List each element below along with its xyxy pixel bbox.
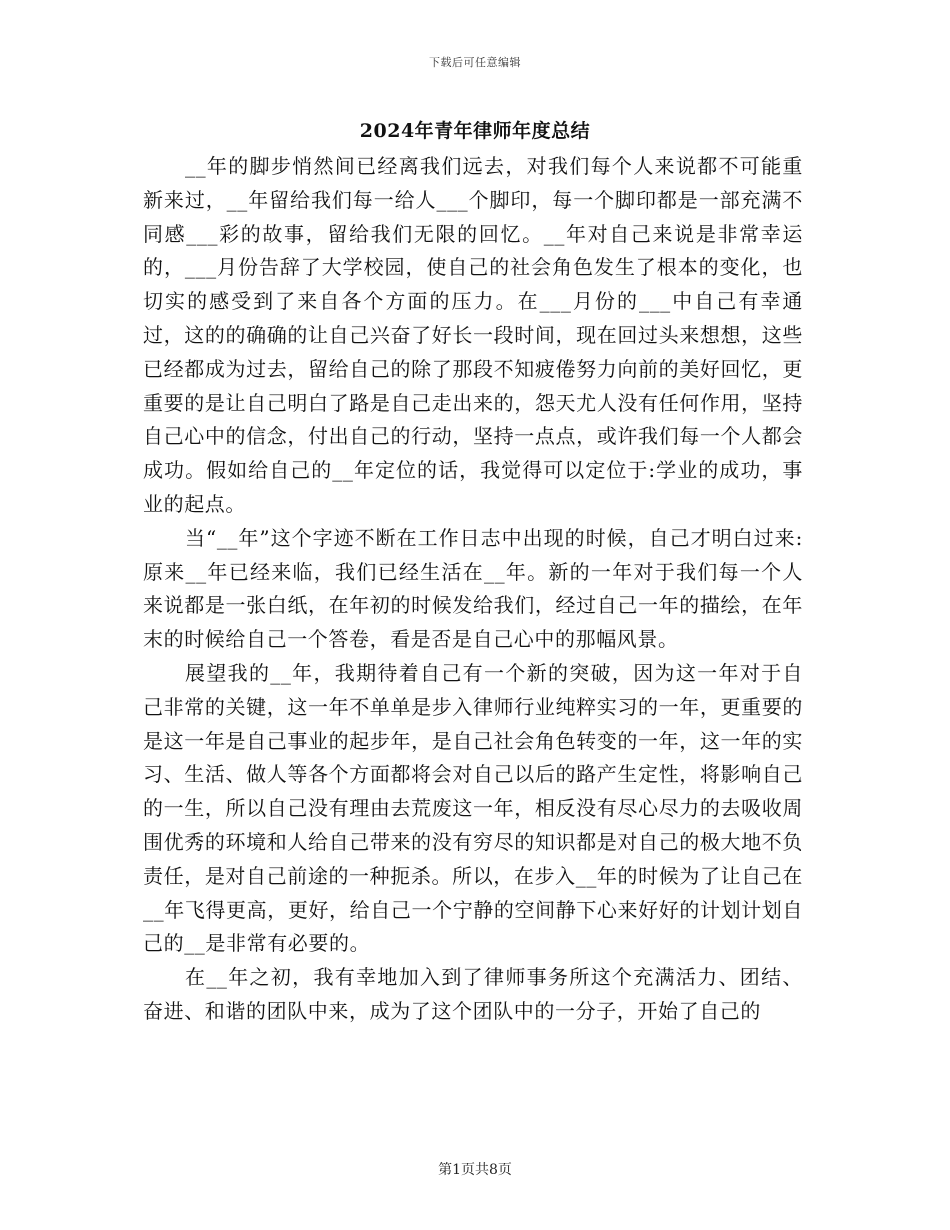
page-number: 第1页共8页 <box>438 1162 512 1178</box>
document-title: 2024年青年律师年度总结 <box>359 120 591 142</box>
paragraph-1: __年的脚步悄然间已经离我们远去，对我们每个人来说都不可能重新来过，__年留给我们每一给人___个脚印，每一个脚印都是一部充满不同感___彩的故事，留给我们无限的回忆。__年对自己来说是非常幸运的，___月份告辞了大学校园，使自己的社会角色发生了根本的变化，也切实的感受到了来自各个方面的压力。在___月份的___中自己有幸通过，这的的确确的让自己兴奋了好长一段时间，现在回过头来想想，这些已经都成为过去，留给自己的除了那段不知疲倦努力向前的美好回忆，更重要的是让自己明白了路是自己走出来的，怨天尤人没有任何作用，坚持自己心中的信念，付出自己的行动，坚持一点点，或许我们每一个人都会成功。假如给自己的__年定位的话，我觉得可以定位于:学业的成功，事业的起点。 <box>143 154 803 516</box>
page-header-note: 下载后可任意编辑 <box>429 56 521 69</box>
document-body <box>143 150 803 1029</box>
paragraph-3: 展望我的__年，我期待着自己有一个新的突破，因为这一年对于自己非常的关键，这一年不单单是步入律师行业纯粹实习的一年，更重要的是这一年是自己事业的起步年，是自己社会角色转变的一年，这一年的实习、生活、做人等各个方面都将会对自己以后的路产生定性，将影响自己的一生，所以自己没有理由去荒废这一年，相反没有尽心尽力的去吸收周围优秀的环境和人给自己带来的没有穷尽的知识都是对自己的极大地不负责任，是对自己前途的一种扼杀。所以，在步入__年的时候为了让自己在__年飞得更高，更好，给自己一个宁静的空间静下心来好好的计划计划自己的__是非常有必要的。 <box>143 660 803 956</box>
paragraph-2: 当“__年”这个字迹不断在工作日志中出现的时候，自己才明白过来:原来__年已经来临，我们已经生活在__年。新的一年对于我们每一个人来说都是一张白纸，在年初的时候发给我们，经过自己一年的描绘，在年末的时候给自己一个答卷，看是否是自己心中的那幅风景。 <box>143 525 803 652</box>
paragraph-4: 在__年之初，我有幸地加入到了律师事务所这个充满活力、团结、奋进、和谐的团队中来，成为了这个团队中的一分子，开始了自己的 <box>143 965 803 1023</box>
